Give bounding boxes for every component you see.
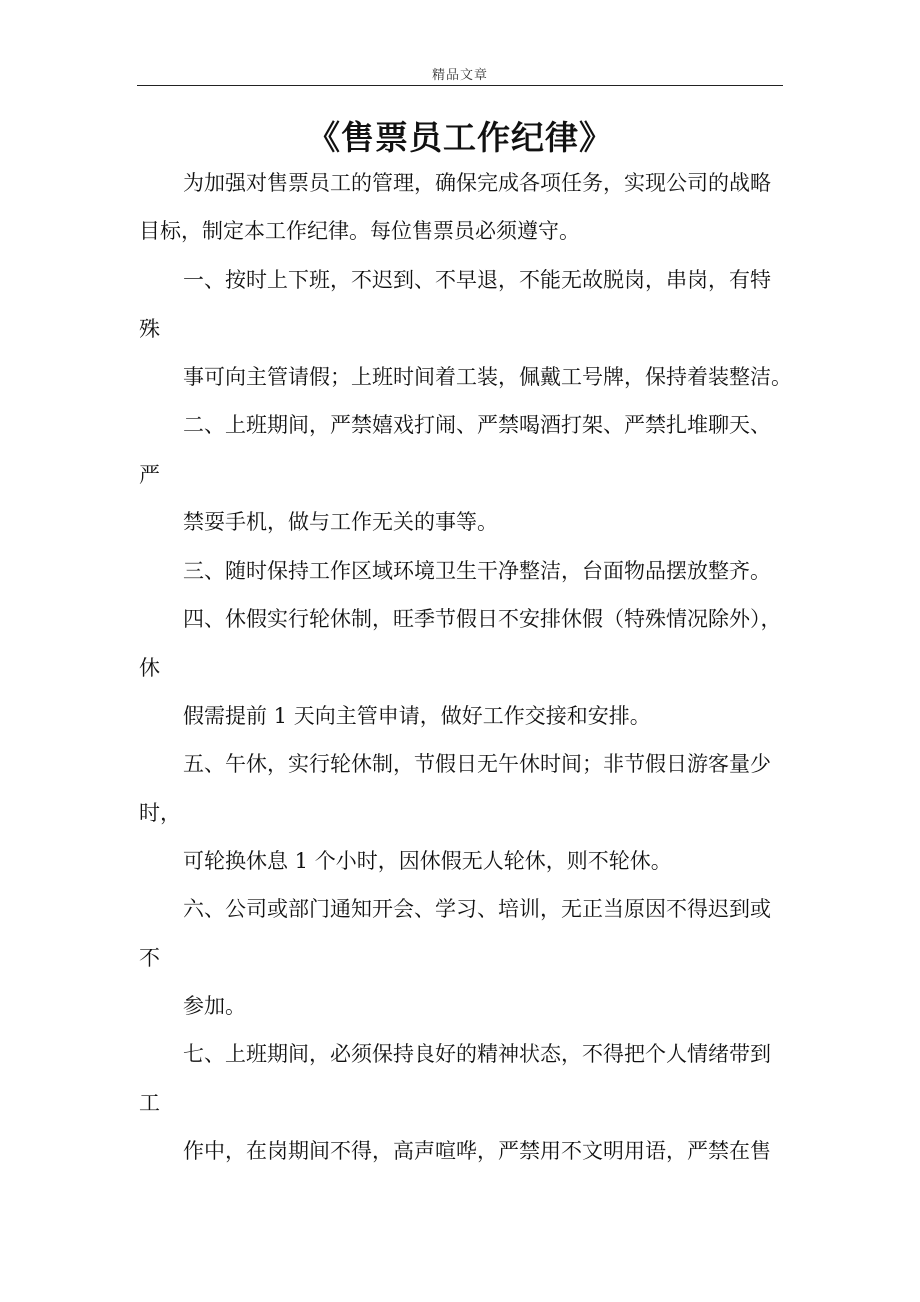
header-divider [137, 85, 783, 86]
body-line: 假需提前 1 天向主管申请，做好工作交接和安排。 [183, 704, 651, 728]
body-line: 作中，在岗期间不得，高声喧哗，严禁用不文明用语，严禁在售 [183, 1139, 771, 1163]
header-text: 精品文章 [431, 68, 488, 83]
body-line: 可轮换休息 1 个小时，因休假无人轮休，则不轮休。 [183, 849, 672, 873]
body-line: 参加。 [183, 994, 246, 1018]
body-line: 殊 [139, 317, 160, 341]
body-line: 工 [139, 1091, 160, 1115]
body-line: 六、公司或部门通知开会、学习、培训，无正当原因不得迟到或 [183, 897, 771, 921]
body-line: 事可向主管请假；上班时间着工装，佩戴工号牌，保持着装整洁。 [183, 365, 792, 389]
body-line: 目标，制定本工作纪律。每位售票员必须遵守。 [139, 219, 580, 243]
body-line: 三、随时保持工作区域环境卫生干净整洁，台面物品摆放整齐。 [183, 559, 771, 583]
body-line: 休 [139, 656, 160, 680]
body-line: 为加强对售票员工的管理，确保完成各项任务，实现公司的战略 [183, 171, 771, 195]
body-line: 时， [139, 801, 181, 825]
body-line: 一、按时上下班，不迟到、不早退，不能无故脱岗，串岗，有特 [183, 268, 771, 292]
body-line: 四、休假实行轮休制，旺季节假日不安排休假（特殊情况除外）， [183, 607, 782, 631]
body-line: 七、上班期间，必须保持良好的精神状态，不得把个人情绪带到 [183, 1042, 771, 1066]
body-line: 五、午休，实行轮休制，节假日无午休时间；非节假日游客量少 [183, 752, 771, 776]
body-line: 禁耍手机，做与工作无关的事等。 [183, 510, 498, 534]
document-title: 《售票员工作纪律》 [307, 118, 613, 157]
body-line: 不 [139, 946, 160, 970]
body-line: 严 [139, 463, 160, 487]
body-line: 二、上班期间，严禁嬉戏打闹、严禁喝酒打架、严禁扎堆聊天、 [183, 413, 771, 437]
